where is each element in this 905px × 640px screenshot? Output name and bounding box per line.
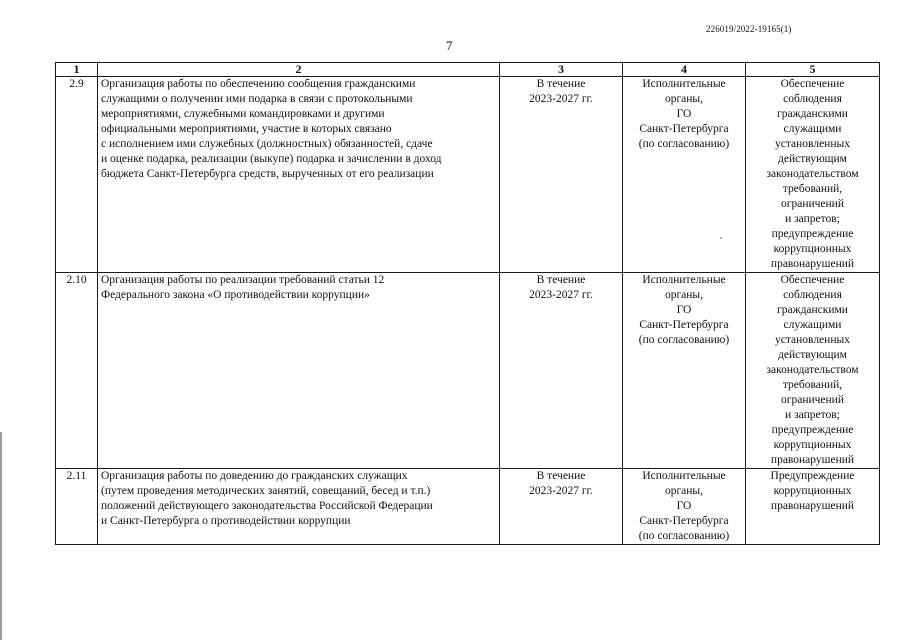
- measure-text: [98, 77, 500, 273]
- executors-text-line: органы,: [664, 289, 704, 301]
- result-text-line: гражданскими: [777, 108, 848, 120]
- result-text-line: установленных: [775, 334, 850, 346]
- result-text-line: действующим: [778, 153, 847, 165]
- executors-text-line: Исполнительные: [642, 470, 726, 482]
- executors-text-line: Санкт-Петербурга: [639, 515, 729, 527]
- row-number: 2.10: [56, 273, 98, 469]
- measure-text-line: и оценке подарка, реализации (выкупе) подарка и зачислении в доход: [101, 153, 442, 165]
- result-text-line: установленных: [775, 138, 850, 150]
- executors-text-line: ГО: [676, 108, 692, 120]
- result-text-line: требований,: [782, 183, 843, 195]
- measure-text-line: мероприятиями, служебными командировками и другими: [101, 108, 385, 120]
- result-text-line: предупреждение: [771, 228, 854, 240]
- measure-text-line: Федерального закона «О противодействии коррупции»: [101, 289, 370, 301]
- term-text-line: 2023-2027 гг.: [529, 289, 593, 301]
- result-text-line: требований,: [782, 379, 843, 391]
- measure-text-line: Организация работы по доведению до гражданских служащих: [101, 470, 408, 482]
- column-header: 1: [56, 63, 98, 77]
- table-header-row: [56, 63, 880, 77]
- executors-text: [623, 469, 746, 545]
- measure-text-line: положений действующего законодательства Российской Федерации: [101, 500, 433, 512]
- term-text: [500, 273, 623, 469]
- page-number: 7: [446, 38, 453, 53]
- executors-text: [623, 273, 746, 469]
- result-text-line: и запретов;: [785, 409, 840, 421]
- term-text-line: В течение: [536, 274, 586, 286]
- term-text: [500, 77, 623, 273]
- executors-text-line: ГО: [676, 500, 692, 512]
- table-row: [56, 469, 880, 545]
- measure-text-line: с исполнением ими служебных (должностных) обязанностей, сдаче: [101, 138, 433, 150]
- result-text-line: коррупционных: [773, 439, 852, 451]
- executors-text-line: (по согласованию): [638, 334, 730, 346]
- result-text-line: и запретов;: [785, 213, 840, 225]
- result-text-line: действующим: [778, 349, 847, 361]
- result-text: [746, 469, 880, 545]
- executors-text-line: ГО: [676, 304, 692, 316]
- result-text-line: Обеспечение: [780, 274, 845, 286]
- result-text-line: ограничений: [781, 198, 844, 210]
- term-text-line: В течение: [536, 470, 586, 482]
- measures-table: [55, 62, 880, 545]
- table-row: [56, 273, 880, 469]
- term-text-line: В течение: [536, 78, 586, 90]
- measure-text-line: Организация работы по обеспечению сообщения гражданскими: [101, 78, 416, 90]
- executors-text-line: Исполнительные: [642, 274, 726, 286]
- result-text-line: законодательством: [766, 168, 859, 180]
- table-row: [56, 77, 880, 273]
- result-text-line: коррупционных: [773, 243, 852, 255]
- measure-text-line: официальными мероприятиями, участие в которых связано: [101, 123, 392, 135]
- result-text-line: служащими: [783, 123, 842, 135]
- term-text-line: 2023-2027 гг.: [529, 93, 593, 105]
- result-text: [746, 77, 880, 273]
- result-text-line: Обеспечение: [780, 78, 845, 90]
- executors-text-line: (по согласованию): [638, 530, 730, 542]
- measure-text-line: бюджета Санкт-Петербурга средств, вырученных от его реализации: [101, 168, 434, 180]
- result-text-line: соблюдения: [783, 93, 842, 105]
- result-text-line: правонарушений: [770, 500, 855, 512]
- result-text-line: служащими: [783, 319, 842, 331]
- column-header: 2: [98, 63, 500, 77]
- executors-text-line: органы,: [664, 93, 704, 105]
- executors-text-line: Санкт-Петербурга: [639, 319, 729, 331]
- executors-text-line: органы,: [664, 485, 704, 497]
- document-id: 226019/2022-19165(1): [706, 24, 792, 34]
- executors-text-line: (по согласованию): [638, 138, 730, 150]
- result-text-line: гражданскими: [777, 304, 848, 316]
- term-text-line: 2023-2027 гг.: [529, 485, 593, 497]
- measure-text: [98, 469, 500, 545]
- result-text-line: правонарушений: [770, 454, 855, 466]
- term-text: [500, 469, 623, 545]
- measure-text-line: (путем проведения методических занятий, совещаний, бесед и т.п.): [101, 485, 431, 497]
- result-text-line: ограничений: [781, 394, 844, 406]
- result-text: [746, 273, 880, 469]
- measure-text-line: Организация работы по реализации требований статьи 12: [101, 274, 385, 286]
- result-text-line: соблюдения: [783, 289, 842, 301]
- scan-dot: [720, 237, 722, 239]
- row-number: 2.11: [56, 469, 98, 545]
- row-number: 2.9: [56, 77, 98, 273]
- measure-text-line: служащими о получении ими подарка в связи с протокольными: [101, 93, 413, 105]
- result-text-line: коррупционных: [773, 485, 852, 497]
- result-text-line: законодательством: [766, 364, 859, 376]
- column-header: 3: [500, 63, 623, 77]
- result-text-line: Предупреждение: [770, 470, 855, 482]
- column-header: 4: [623, 63, 746, 77]
- column-header: 5: [746, 63, 880, 77]
- result-text-line: предупреждение: [771, 424, 854, 436]
- result-text-line: правонарушений: [770, 258, 855, 270]
- measure-text: [98, 273, 500, 469]
- executors-text-line: Санкт-Петербурга: [639, 123, 729, 135]
- measure-text-line: и Санкт-Петербурга о противодействии коррупции: [101, 515, 351, 527]
- executors-text: [623, 77, 746, 273]
- executors-text-line: Исполнительные: [642, 78, 726, 90]
- scan-edge-mark: [0, 432, 2, 640]
